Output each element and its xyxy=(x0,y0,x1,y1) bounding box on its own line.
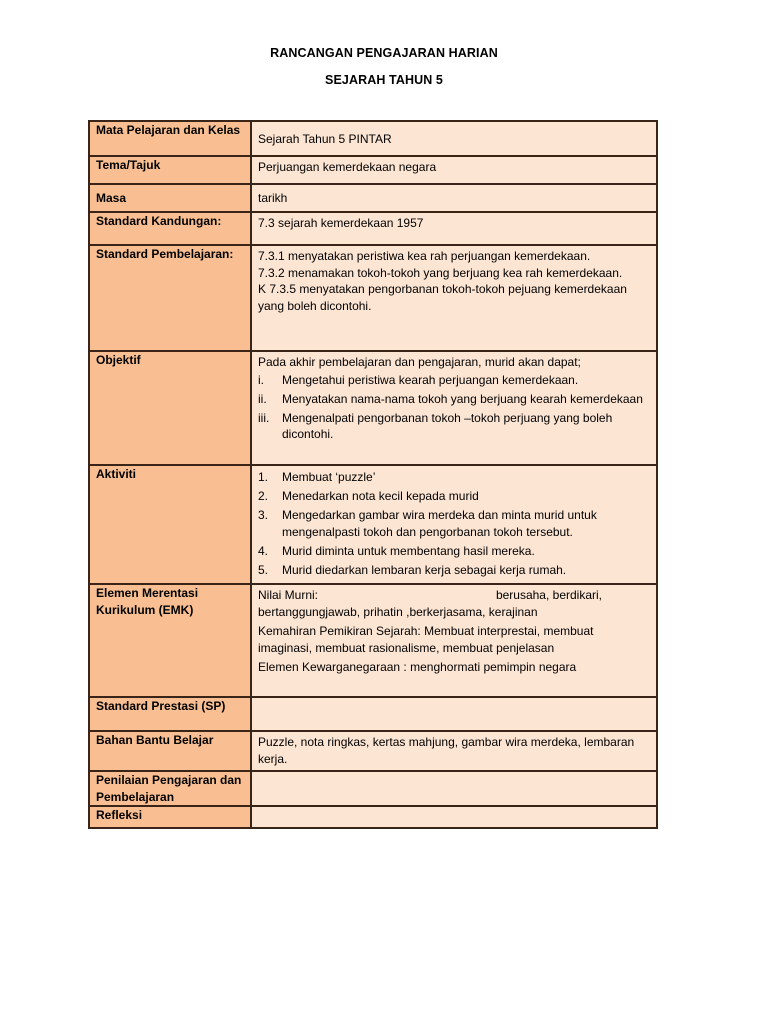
value-bahan-bantu-belajar: Puzzle, nota ringkas, kertas mahjung, gambar wira merdeka, lembaran kerja. xyxy=(251,731,657,771)
nilai-murni-rest: bertanggungjawab, prihatin ,berkerjasama, kerajinan xyxy=(258,604,538,619)
value-tema: Perjuangan kemerdekaan negara xyxy=(251,156,657,184)
sp-line: 7.3.2 menamakan tokoh-tokoh yang berjuang kea rah kemerdekaan. xyxy=(258,265,623,280)
row-aktiviti xyxy=(89,465,657,584)
kemahiran-pemikiran: Kemahiran Pemikiran Sejarah: Membuat interprestai, membuat imaginasi, membuat rasionalisme, membuat penjelasan xyxy=(258,624,594,655)
aktiviti-list xyxy=(258,469,650,578)
row-emk xyxy=(89,584,657,697)
value-objektif xyxy=(251,351,657,465)
list-item xyxy=(258,507,650,540)
row-standard-pembelajaran xyxy=(89,245,657,351)
list-text: Menyatakan nama-nama tokoh yang berjuang kearah kemerdekaan xyxy=(282,391,643,406)
list-text: Murid diminta untuk membentang hasil mereka. xyxy=(282,543,535,558)
list-text: Murid diedarkan lembaran kerja sebagai kerja rumah. xyxy=(282,562,567,577)
value-refleksi xyxy=(251,806,657,828)
label-refleksi: Refleksi xyxy=(89,806,251,828)
list-text: Menedarkan nota kecil kepada murid xyxy=(282,489,479,503)
value-standard-prestasi xyxy=(251,697,657,731)
list-item xyxy=(258,562,650,579)
nilai-murni-first: berusaha, berdikari, xyxy=(495,588,602,602)
row-standard-prestasi xyxy=(89,697,657,731)
value-mata-pelajaran: Sejarah Tahun 5 PINTAR xyxy=(251,121,657,156)
label-penilaian: Penilaian Pengajaran dan Pembelajaran xyxy=(89,771,251,806)
label-aktiviti: Aktiviti xyxy=(89,465,251,584)
objektif-list xyxy=(258,372,650,443)
list-marker: i. xyxy=(258,372,264,387)
list-item xyxy=(258,391,650,408)
list-item xyxy=(258,469,650,486)
label-standard-kandungan: Standard Kandungan: xyxy=(89,212,251,245)
label-standard-pembelajaran: Standard Pembelajaran: xyxy=(89,245,251,351)
list-marker: 5. xyxy=(258,562,269,577)
list-marker: iii. xyxy=(258,410,270,425)
row-bahan-bantu-belajar xyxy=(89,731,657,771)
list-marker: 4. xyxy=(258,543,269,558)
row-penilaian xyxy=(89,771,657,806)
lesson-plan-table xyxy=(88,120,658,829)
document-subtitle: SEJARAH TAHUN 5 xyxy=(325,73,443,87)
objektif-intro: Pada akhir pembelajaran dan pengajaran, murid akan dapat; xyxy=(258,355,581,369)
label-standard-prestasi: Standard Prestasi (SP) xyxy=(89,697,251,731)
row-tema xyxy=(89,156,657,184)
label-masa: Masa xyxy=(89,184,251,212)
value-aktiviti xyxy=(251,465,657,584)
label-mata-pelajaran: Mata Pelajaran dan Kelas xyxy=(89,121,251,156)
row-objektif xyxy=(89,351,657,465)
sp-line: 7.3.1 menyatakan peristiwa kea rah perjuangan kemerdekaan. xyxy=(258,249,591,263)
label-emk: Elemen Merentasi Kurikulum (EMK) xyxy=(89,584,251,697)
nilai-murni-label: Nilai Murni: xyxy=(258,588,319,602)
document-title: RANCANGAN PENGAJARAN HARIAN xyxy=(270,46,498,60)
value-penilaian xyxy=(251,771,657,806)
sp-line: K 7.3.5 menyatakan pengorbanan tokoh-tokoh pejuang kemerdekaan yang boleh dicontohi. xyxy=(258,282,627,313)
row-mata-pelajaran xyxy=(89,121,657,156)
list-text: Membuat ‘puzzle’ xyxy=(282,470,376,484)
value-masa: tarikh xyxy=(251,184,657,212)
list-marker: ii. xyxy=(258,391,267,406)
nilai-murni-line xyxy=(258,587,650,604)
list-item xyxy=(258,372,650,389)
label-tema: Tema/Tajuk xyxy=(89,156,251,184)
list-item xyxy=(258,410,650,443)
list-text: Mengenalpati pengorbanan tokoh –tokoh perjuang yang boleh dicontohi. xyxy=(282,410,613,441)
list-item xyxy=(258,543,650,560)
value-standard-pembelajaran xyxy=(251,245,657,351)
list-marker: 2. xyxy=(258,489,269,503)
value-emk xyxy=(251,584,657,697)
row-masa xyxy=(89,184,657,212)
list-marker: 1. xyxy=(258,470,269,484)
list-item xyxy=(258,488,650,505)
label-bahan-bantu-belajar: Bahan Bantu Belajar xyxy=(89,731,251,771)
value-standard-kandungan: 7.3 sejarah kemerdekaan 1957 xyxy=(251,212,657,245)
list-text: Mengetahui peristiwa kearah perjuangan kemerdekaan. xyxy=(282,372,579,387)
elemen-kewarganegaraan: Elemen Kewarganegaraan : menghormati pemimpin negara xyxy=(258,660,577,674)
label-objektif: Objektif xyxy=(89,351,251,465)
list-text: Mengedarkan gambar wira merdeka dan minta murid untuk mengenalpasti tokoh dan pengorbanan tokoh tersebut. xyxy=(282,508,597,539)
row-standard-kandungan xyxy=(89,212,657,245)
list-marker: 3. xyxy=(258,508,269,522)
row-refleksi xyxy=(89,806,657,828)
